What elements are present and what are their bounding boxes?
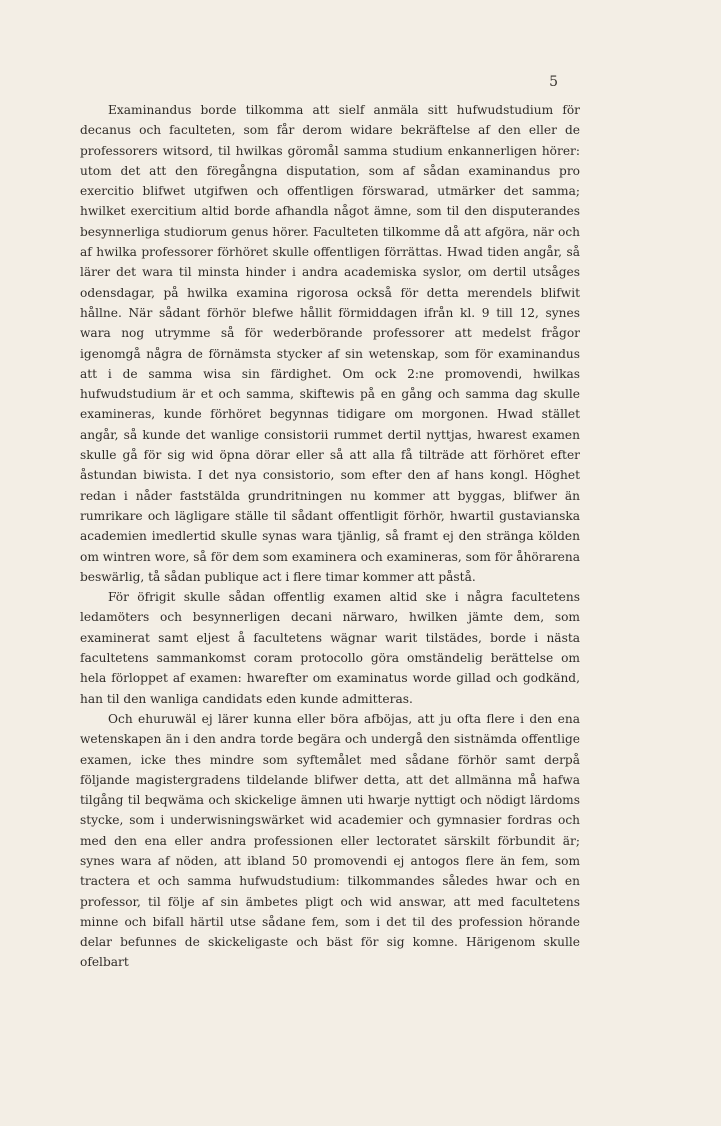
body-text xyxy=(80,100,580,973)
paragraph: Examinandus borde tilkomma att sielf anmäla sitt hufwudstudium för decanus och faculteten, som får derom widare bekräftelse af den eller de professorers witsord, til hwilkas göromål samma studium enkannerligen hörer: utom det att den föregångna disputation, som af sådan examinandus pro exercitio blifwet utgifwen och offentligen förswarad, utmärker det samma; hwilket exercitium altid borde afhandla något ämne, som til den disputerandes besynnerliga studiorum genus hörer. Faculteten tilkomme då att afgöra, när och af hwilka professorer förhöret skulle offentligen förrättas. Hwad tiden angår, så lärer det wara til minsta hinder i andra academiska syslor, om dertil utsåges odensdagar, på hwilka examina rigorosa också för detta merendels blifwit hållne. När sådant förhör blefwe hållit förmiddagen ifrån kl. 9 till 12, synes wara nog utrymme så för wederbörande professorer att medelst frågor igenomgå några de förnämsta stycker af sin wetenskap, som för examinandus att i de samma wisa sin färdighet. Om ock 2:ne promovendi, hwilkas hufwudstudium är et och samma, skiftewis på en gång och samma dag skulle examineras, kunde förhöret begynnas tidigare om morgonen. Hwad stället angår, så kunde det wanlige consistorii rummet dertil nyttjas, hwarest examen skulle gå för sig wid öpna dörar eller så att alla få tilträde att förhöret efter åstundan biwista. I det nya consistorio, som efter den af hans kongl. Höghet redan i nåder faststälda grundritningen nu kommer att byggas, blifwer än rumrikare och lägligare ställe til sådant offentligit förhör, hwartil gustavianska academien imedlertid skulle synas wara tjänlig, så framt ej den stränga kölden om wintren wore, så för dem som examinera och examineras, som för åhörarena beswärlig, tå sådan publique act i flere timar kommer att påstå. xyxy=(80,103,580,584)
page-number: 5 xyxy=(549,74,558,90)
paragraph: Och ehuruwäl ej lärer kunna eller böra afböjas, att ju ofta flere i den ena wetenskapen än i den andra torde begära och undergå den sistnämda offentlige examen, icke thes mindre som syftemålet med sådane förhör samt derpå följande magistergradens tildelande blifwer detta, att det allmänna må hafwa tilgång til beqwäma och skickelige ämnen uti hwarje nyttigt och nödigt lärdoms stycke, som i underwisningswärket wid academier och gymnasier fordras och med den ena eller andra professionen eller lectoratet särskilt förbundit är; synes wara af nöden, att ibland 50 promovendi ej antogos flere än fem, som tractera et och samma hufwudstudium: tilkommandes således hwar och en professor, til följe af sin ämbetes pligt och wid answar, att med facultetens minne och bifall härtil utse sådane fem, som i det til des profession hörande delar befunnes de skickeligaste och bäst för sig komne. Härigenom skulle ofelbart xyxy=(80,711,580,970)
paragraph: För öfrigit skulle sådan offentlig examen altid ske i några facultetens ledamöters och besynnerligen decani närwaro, hwilken jämte dem, som examinerat samt eljest å facultetens wägnar warit tilstädes, borde i nästa facultetens sammankomst coram protocollo göra omständelig berättelse om hela förloppet af examen: hwarefter om examinatus worde gillad och godkänd, han til den wanliga candidats eden kunde admitteras. xyxy=(80,590,580,706)
